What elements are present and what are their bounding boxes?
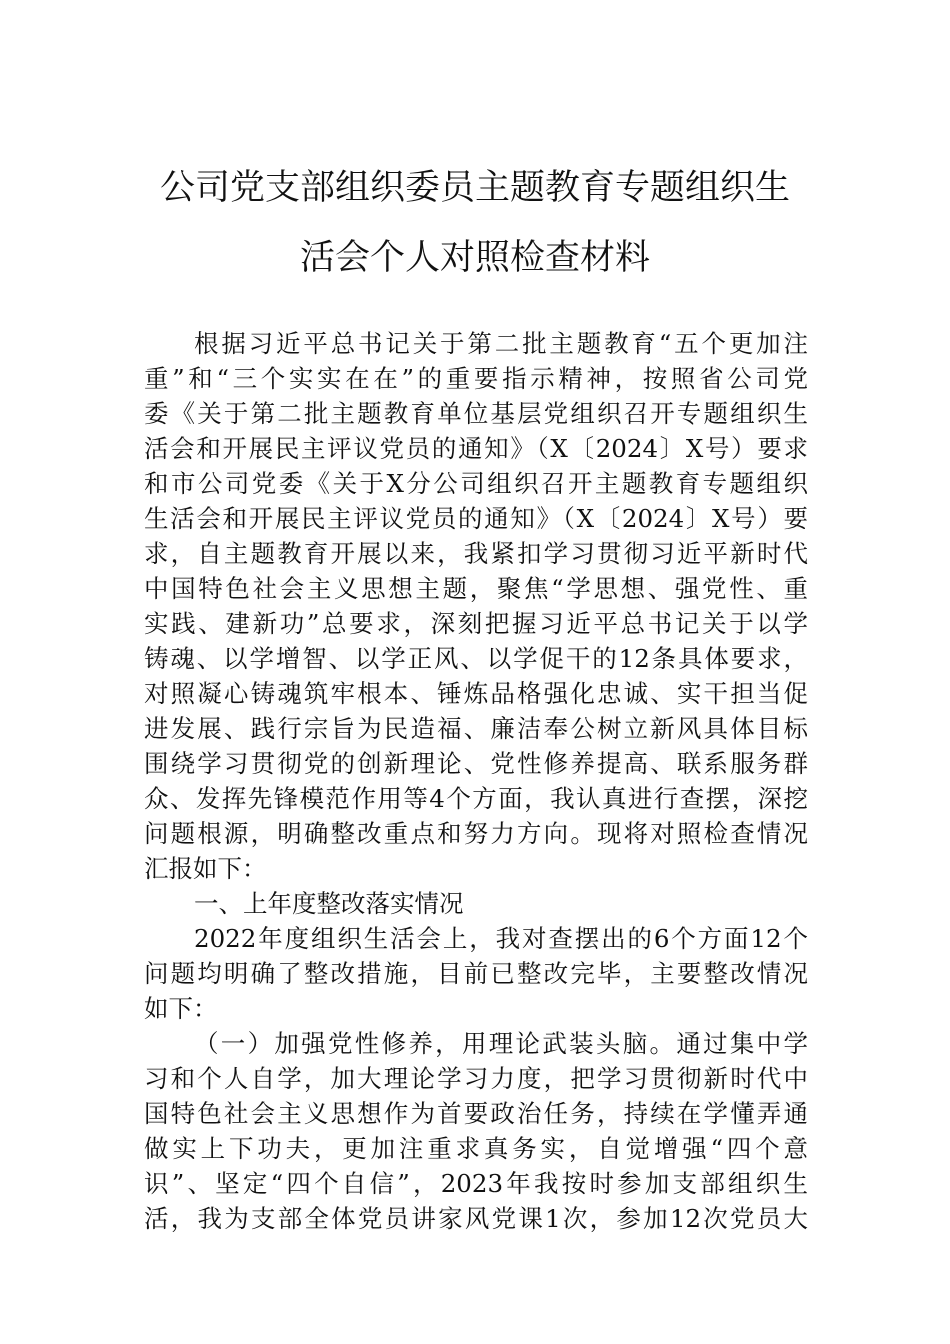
paragraph-intro-line: 进发展、践行宗旨为民造福、廉洁奉公树立新风具体目标 [144,714,808,743]
paragraph-intro-line: 铸魂、以学增智、以学正风、以学促干的12条具体要求， [144,644,808,673]
paragraph-intro-line: 求，自主题教育开展以来，我紧扣学习贯彻习近平新时代 [144,539,808,568]
document-title-line-1: 公司党支部组织委员主题教育专题组织生 [159,168,790,208]
paragraph-intro-line: 和市公司党委《关于X分公司组织召开主题教育专题组织 [144,469,808,498]
paragraph-intro-line: 中国特色社会主义思想主题，聚焦“学思想、强党性、重 [144,574,808,603]
paragraph-intro-line: 汇报如下： [144,854,267,883]
paragraph-intro-line: 众、发挥先锋模范作用等4个方面，我认真进行查摆，深挖 [144,784,808,813]
paragraph-intro-line: 对照凝心铸魂筑牢根本、锤炼品格强化忠诚、实干担当促 [144,679,808,708]
paragraph-subsection-1-line: （一）加强党性修养，用理论武装头脑。通过集中学 [194,1029,808,1058]
paragraph-intro-line: 重”和“三个实实在在”的重要指示精神，按照省公司党 [144,364,808,393]
paragraph-rectification-line: 2022年度组织生活会上，我对查摆出的6个方面12个 [194,924,808,953]
paragraph-rectification-line: 如下： [144,994,218,1023]
paragraph-subsection-1-line: 国特色社会主义思想作为首要政治任务，持续在学懂弄通 [144,1099,808,1128]
section-heading-1: 一、上年度整改落实情况 [194,889,464,918]
paragraph-intro-line: 活会和开展民主评议党员的通知》（X〔2024〕X号）要求 [144,434,808,463]
paragraph-subsection-1-line: 做实上下功夫，更加注重求真务实，自觉增强“四个意 [144,1134,808,1163]
paragraph-rectification-line: 问题均明确了整改措施，目前已整改完毕，主要整改情况 [144,959,808,988]
document-title-line-2: 活会个人对照检查材料 [299,238,650,278]
paragraph-intro-line: 根据习近平总书记关于第二批主题教育“五个更加注 [194,329,808,358]
paragraph-subsection-1-line: 习和个人自学，加大理论学习力度，把学习贯彻新时代中 [144,1064,808,1093]
paragraph-intro-line: 生活会和开展民主评议党员的通知》（X〔2024〕X号）要 [144,504,808,533]
paragraph-subsection-1-line: 识”、坚定“四个自信”，2023年我按时参加支部组织生 [144,1169,808,1198]
paragraph-intro-line: 问题根源，明确整改重点和努力方向。现将对照检查情况 [144,819,808,848]
paragraph-intro-line: 实践、建新功”总要求，深刻把握习近平总书记关于以学 [144,609,808,638]
paragraph-intro-line: 委《关于第二批主题教育单位基层党组织召开专题组织生 [144,399,808,428]
paragraph-intro-line: 围绕学习贯彻党的创新理论、党性修养提高、联系服务群 [144,749,808,778]
paragraph-subsection-1-line: 活，我为支部全体党员讲家风党课1次，参加12次党员大 [144,1204,808,1233]
